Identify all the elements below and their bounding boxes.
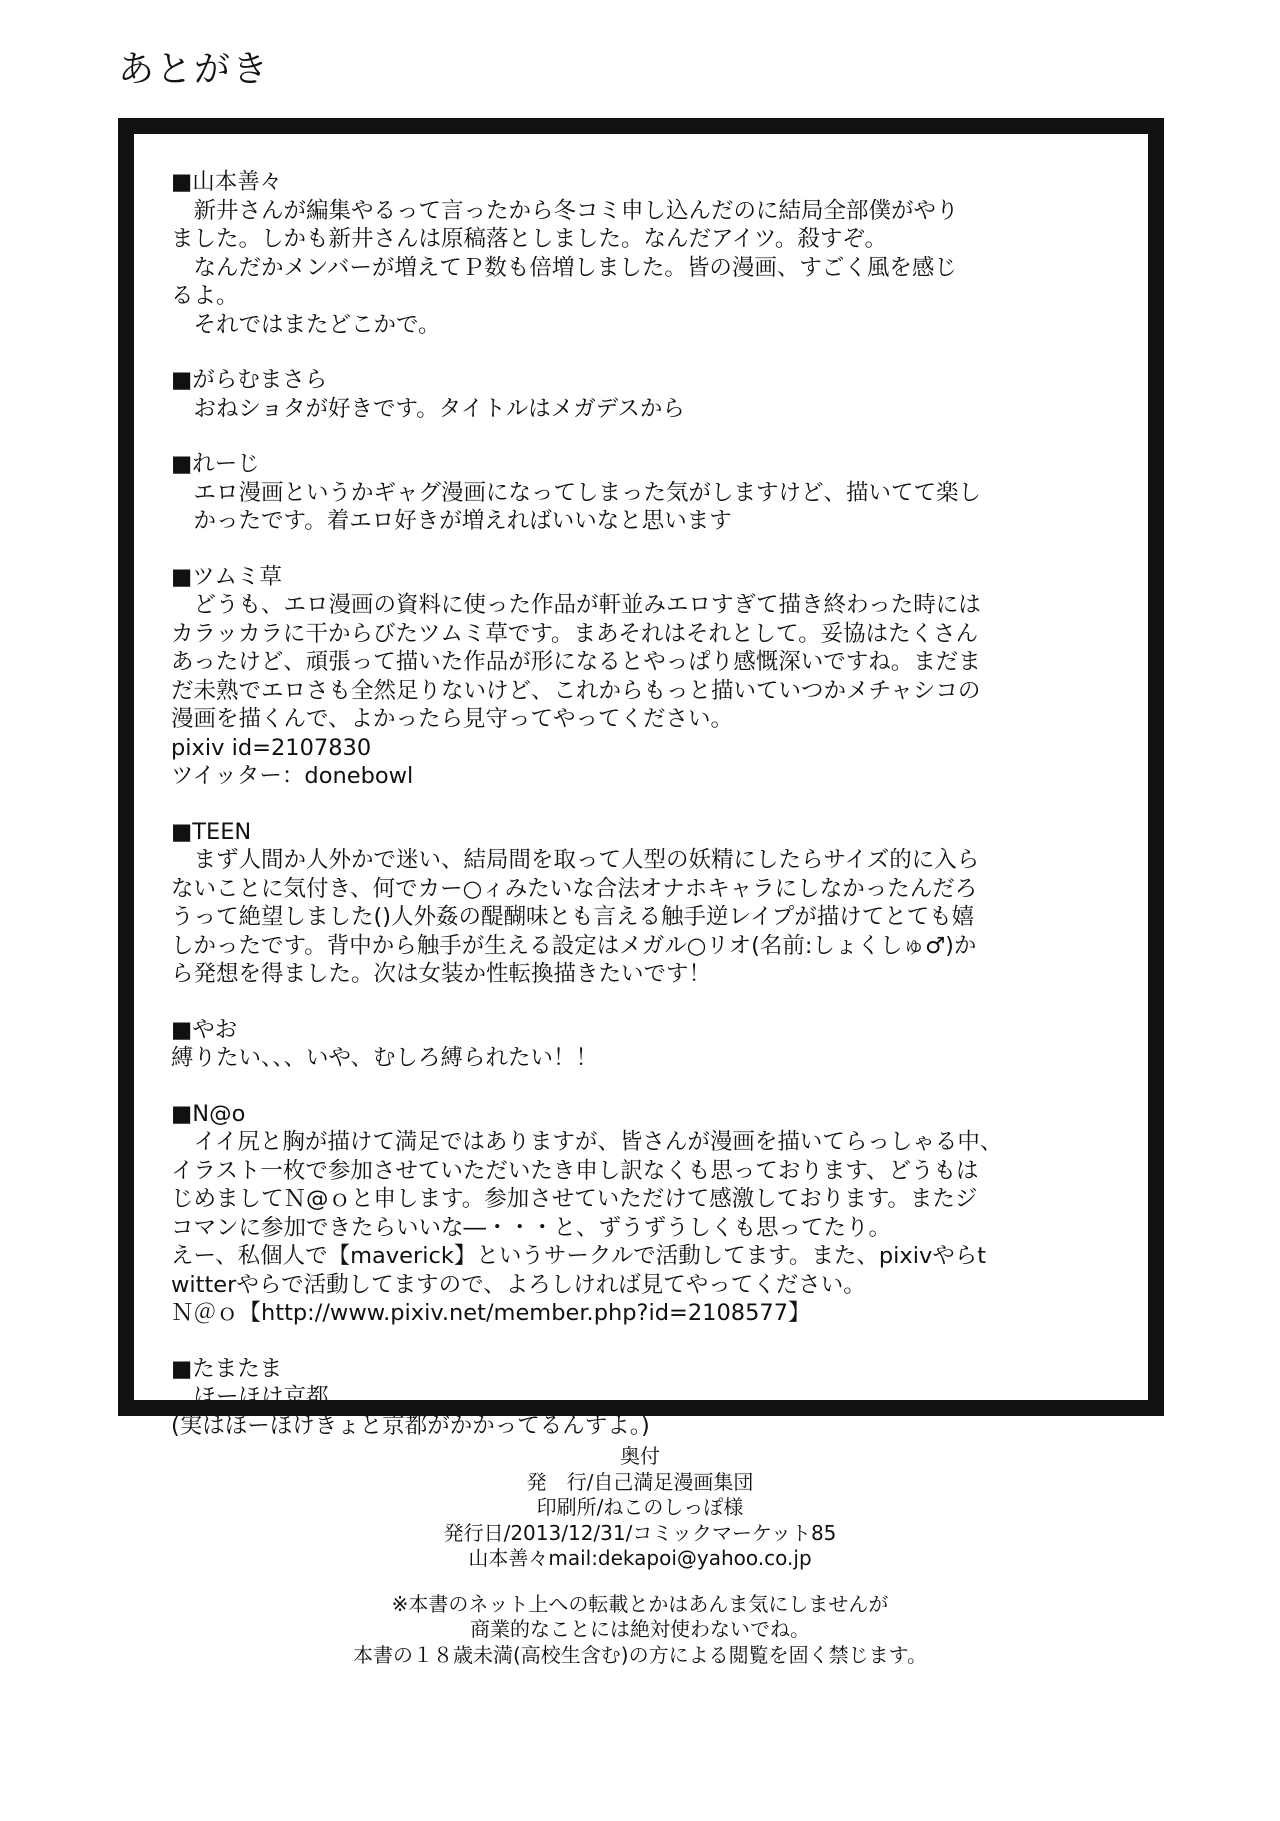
section-text-line: ないことに気付き、何でカー○ィみたいな合法オナホキャラにしなかったんだろ xyxy=(171,875,978,902)
section-text-line: だ未熟でエロさも全然足りないけど、これからもっと描いていつかメチャシコの xyxy=(171,677,981,704)
colophon-publisher: 発 行/自己満足漫画集団 xyxy=(526,1469,754,1494)
section-text-line: ほーほけ京都 xyxy=(171,1384,329,1410)
section-text-line: ツイッター：donebowl xyxy=(171,763,414,789)
section-text-line: おねショタが好きです。タイトルはメガデスから xyxy=(171,395,685,422)
section-text-line: じめましてＮ@ｏと申します。参加させていただけて感激しております。またジ xyxy=(171,1186,978,1212)
colophon-mail: 山本善々mail:dekapoi@yahoo.co.jp xyxy=(468,1546,812,1570)
section-text-line: しかったです。背中から触手が生える設定はメガル○リオ(名前:しょくしゅ♂)か xyxy=(171,932,977,959)
section-author: ■ツムミ草 xyxy=(171,563,283,590)
section-text-line: pixiv id=2107830 xyxy=(171,734,372,761)
section-text-line: イイ尻と胸が描けて満足ではありますが、皆さんが漫画を描いてらっしゃる中、 xyxy=(171,1129,1003,1155)
section-text-line: なんだかメンバーが増えてＰ数も倍増しました。皆の漫画、すごく風を感じ xyxy=(171,254,957,281)
afterword-section xyxy=(171,563,1128,791)
section-text-line: るよ。 xyxy=(171,283,239,309)
section-author: ■やお xyxy=(171,1016,238,1043)
afterword-section xyxy=(171,1100,1128,1328)
afterword-section xyxy=(171,1355,1128,1441)
afterword-section xyxy=(171,168,1128,339)
section-text-line: ら発想を得ました。次は女装か性転換描きたいです！ xyxy=(171,961,712,987)
section-text-line: 新井さんが編集やるって言ったから冬コミ申し込んだのに結局全部僕がやり xyxy=(171,197,959,224)
afterword-frame xyxy=(118,118,1164,1439)
page-title: あとがき xyxy=(118,49,271,90)
section-text-line: イラスト一枚で参加させていただいたき申し訳なくも思っております、どうもは xyxy=(171,1157,979,1184)
colophon xyxy=(0,1444,1280,1668)
afterword-section xyxy=(171,1016,1128,1073)
afterword-sections xyxy=(171,168,1128,1467)
afterword-section xyxy=(171,818,1128,989)
section-text-line: 縛りたい、、、いや、むしろ縛られたい！！ xyxy=(171,1045,599,1071)
section-text-line: カラッカラに干からびたツムミ草です。まあそれはそれとして。妥協はたくさん xyxy=(171,620,979,647)
colophon-date: 発行日/2013/12/31/コミックマーケット85 xyxy=(443,1520,837,1545)
afterword-section xyxy=(171,450,1128,536)
section-text-line: Ｎ＠ｏ【http://www.pixiv.net/member.php?id=2108577】 xyxy=(171,1300,811,1326)
section-text-line: どうも、エロ漫画の資料に使った作品が軒並みエロすぎて描き終わった時には xyxy=(171,592,981,618)
section-text-line: witterやらで活動してますので、よろしければ見てやってください。 xyxy=(171,1271,866,1298)
colophon-note: 本書の１８歳未満(高校生含む)の方による閲覧を固く禁じます。 xyxy=(352,1642,927,1667)
colophon-printer: 印刷所/ねこのしっぽ様 xyxy=(536,1495,744,1519)
section-text-line: うって絶望しました()人外姦の醍醐味とも言える触手逆レイプが描けてとても嬉 xyxy=(171,904,975,930)
section-text-line: それではまたどこかで。 xyxy=(171,311,441,338)
colophon-heading: 奥付 xyxy=(620,1444,660,1468)
section-author: ■TEEN xyxy=(171,818,252,845)
section-text-line: コマンに参加できたらいいな―・・・と、ずうずうしくも思ってたり。 xyxy=(171,1214,892,1241)
section-text-line: 漫画を描くんで、よかったら見守ってやってください。 xyxy=(171,706,734,732)
colophon-note: 商業的なことには絶対使わないでね。 xyxy=(470,1617,810,1641)
colophon-note: ※本書のネット上への転載とかはあんま気にしませんが xyxy=(391,1591,889,1616)
section-text-line: (実はほーほけきょと京都がかかってるんすよ。) xyxy=(171,1412,650,1439)
section-author: ■れーじ xyxy=(171,451,260,477)
section-text-line: かったです。着エロ好きが増えればいいなと思います xyxy=(171,508,732,534)
section-text-line: まず人間か人外かで迷い、結局間を取って人型の妖精にしたらサイズ的に入ら xyxy=(171,847,980,873)
section-text-line: エロ漫画というかギャグ漫画になってしまった気がしますけど、描いてて楽し xyxy=(171,479,982,506)
section-text-line: えー、私個人で【maverick】というサークルで活動してます。また、pixivやらt xyxy=(171,1243,987,1269)
section-author: ■がらむまさら xyxy=(171,367,328,393)
section-text-line: あったけど、頑張って描いた作品が形になるとやっぱり感慨深いですね。まだま xyxy=(171,649,981,675)
section-author: ■N@o xyxy=(171,1100,246,1127)
afterword-section xyxy=(171,366,1128,423)
section-author: ■たまたま xyxy=(171,1355,283,1382)
section-author: ■山本善々 xyxy=(171,169,283,195)
section-text-line: ました。しかも新井さんは原稿落としました。なんだアイツ。殺すぞ。 xyxy=(171,226,887,252)
